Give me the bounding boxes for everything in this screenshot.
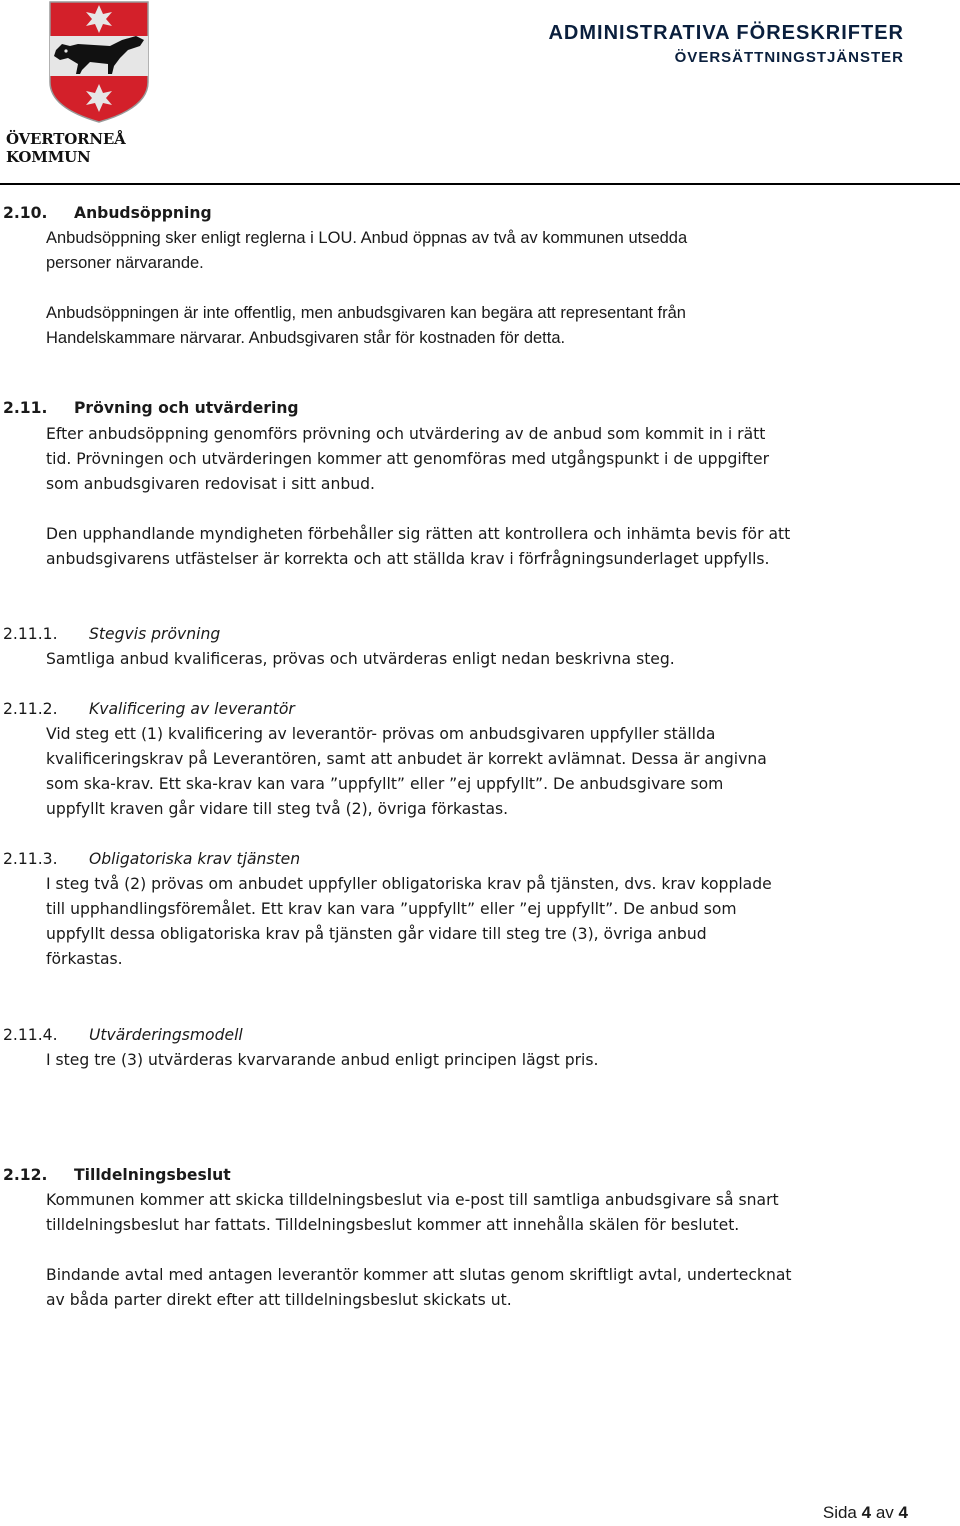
section-2-10-line: Anbudsöppningen är inte offentlig, men anbudsgivaren kan begära att representant från <box>46 304 686 322</box>
section-2-12-line: tilldelningsbeslut har fattats. Tilldelningsbeslut kommer att innehålla skälen för beslutet. <box>46 1216 740 1234</box>
document-subtitle: ÖVERSÄTTNINGSTJÄNSTER <box>674 49 904 66</box>
document-header <box>548 22 904 66</box>
section-2-11-4-title: Utvärderingsmodell <box>89 1026 243 1044</box>
section-2-11-line: tid. Prövningen och utvärderingen kommer att genomföras med utgångspunkt i de uppgifter <box>46 450 770 468</box>
municipality-name: ÖVERTORNEÅ KOMMUN <box>6 130 126 166</box>
section-2-10-line: Anbudsöppning sker enligt reglerna i LOU. Anbud öppnas av två av kommunen utsedda <box>46 229 688 247</box>
section-2-11-title: Prövning och utvärdering <box>74 399 299 417</box>
section-2-10-title: Anbudsöppning <box>74 204 212 222</box>
current-page: 4 <box>861 1503 872 1522</box>
section-2-11-4-line: I steg tre (3) utvärderas kvarvarande anbud enligt principen lägst pris. <box>46 1051 599 1069</box>
header-divider <box>0 183 960 185</box>
document-title: ADMINISTRATIVA FÖRESKRIFTER <box>548 22 904 44</box>
section-2-11-3-title: Obligatoriska krav tjänsten <box>89 850 301 868</box>
section-2-11-1-number: 2.11.1. <box>3 625 58 643</box>
section-2-11-3-number: 2.11.3. <box>3 850 58 868</box>
section-2-12-line: Kommunen kommer att skicka tilldelningsbeslut via e-post till samtliga anbudsgivare så snart <box>46 1191 779 1209</box>
section-2-11-3-line: uppfyllt dessa obligatoriska krav på tjänsten går vidare till steg tre (3), övriga anbud <box>46 925 707 943</box>
section-2-11-2-line: Vid steg ett (1) kvalificering av leverantör- prövas om anbudsgivaren uppfyller ställda <box>46 725 716 743</box>
section-2-11-line: Efter anbudsöppning genomförs prövning och utvärdering av de anbud som kommit in i rätt <box>46 425 766 443</box>
section-2-11-3-line: till upphandlingsföremålet. Ett krav kan vara ”uppfyllt” eller ”ej uppfyllt”. De anbud som <box>46 900 737 918</box>
section-2-12-line: av båda parter direkt efter att tilldelningsbeslut skickats ut. <box>46 1291 512 1309</box>
page-separator: av <box>875 1503 894 1522</box>
section-2-11-line: Den upphandlande myndigheten förbehåller sig rätten att kontrollera och inhämta bevis för att <box>46 525 791 543</box>
section-2-11-line: som anbudsgivaren redovisat i sitt anbud. <box>46 475 375 493</box>
section-2-10-line: Handelskammare närvarar. Anbudsgivaren står för kostnaden för detta. <box>46 329 566 347</box>
section-2-11-2-line: kvalificeringskrav på Leverantören, samt att anbudet är korrekt avlämnat. Dessa är angivna <box>46 750 767 768</box>
section-2-12-title: Tilldelningsbeslut <box>74 1166 231 1184</box>
section-2-11-3-line: I steg två (2) prövas om anbudet uppfyller obligatoriska krav på tjänsten, dvs. krav kopplade <box>46 875 772 893</box>
total-pages: 4 <box>898 1503 908 1522</box>
section-2-10-line: personer närvarande. <box>46 254 204 272</box>
section-2-11-2-number: 2.11.2. <box>3 700 58 718</box>
coat-of-arms-icon <box>48 0 150 124</box>
section-2-11-2-line: uppfyllt kraven går vidare till steg två (2), övriga förkastas. <box>46 800 509 818</box>
municipality-logo <box>0 0 200 166</box>
section-2-12-number: 2.12. <box>3 1166 48 1184</box>
page-number <box>823 1503 908 1523</box>
section-2-11-1-line: Samtliga anbud kvalificeras, prövas och utvärderas enligt nedan beskrivna steg. <box>46 650 675 668</box>
section-2-11-number: 2.11. <box>3 399 48 417</box>
section-2-11-3-line: förkastas. <box>46 950 123 968</box>
section-2-11-2-line: som ska-krav. Ett ska-krav kan vara ”uppfyllt” eller ”ej uppfyllt”. De anbudsgivare som <box>46 775 724 793</box>
section-2-12-line: Bindande avtal med antagen leverantör kommer att slutas genom skriftligt avtal, undertecknat <box>46 1266 792 1284</box>
page-label: Sida <box>822 1503 857 1522</box>
section-2-11-line: anbudsgivarens utfästelser är korrekta och att ställda krav i förfrågningsunderlaget uppfylls. <box>46 550 770 568</box>
section-2-11-4-number: 2.11.4. <box>3 1026 58 1044</box>
section-2-11-2-title: Kvalificering av leverantör <box>89 700 295 718</box>
section-2-10-number: 2.10. <box>3 204 48 222</box>
section-2-11-1-title: Stegvis prövning <box>89 625 221 643</box>
